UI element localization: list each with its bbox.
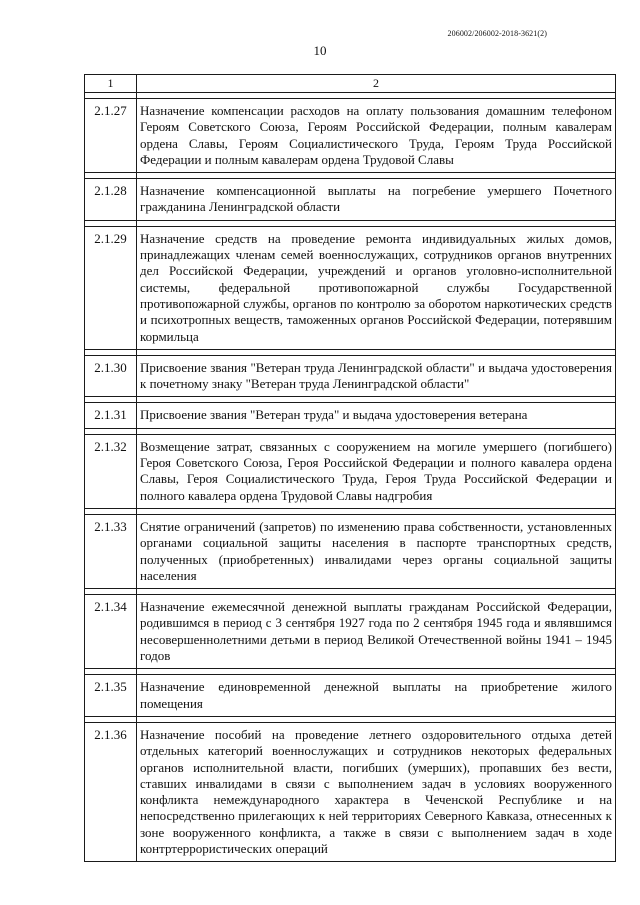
row-description: Возмещение затрат, связанных с сооружением на могиле умершего (погибшего) Героя Советского Союза, Героя Российской Федерации и полного кавалера ордена Славы, Героя Социалистического Труда, Героя Труда Российской Федерации и полного кавалера ордена Трудовой Славы надгробия bbox=[137, 434, 616, 508]
row-description: Назначение компенсационной выплаты на погребение умершего Почетного гражданина Ленинградской области bbox=[137, 179, 616, 221]
page-number: 10 bbox=[313, 43, 327, 58]
row-description: Назначение компенсации расходов на оплату пользования домашним телефоном Героям Советского Союза, Героям Российской Федерации, полным кавалерам ордена Славы, Героям Социалистического Труда, Героям Труда Российской Федерации и полным кавалерам ордена Трудовой Славы bbox=[137, 99, 616, 173]
services-table bbox=[84, 74, 616, 862]
row-number: 2.1.28 bbox=[85, 179, 137, 221]
row-description: Снятие ограничений (запретов) по изменению права собственности, установленных органами социальной защиты населения в паспорте транспортных средств, полученных (приобретенных) инвалидами через органы социальной защиты населения bbox=[137, 514, 616, 588]
row-number: 2.1.27 bbox=[85, 99, 137, 173]
row-number: 2.1.35 bbox=[85, 675, 137, 717]
table-row bbox=[85, 403, 616, 428]
table-row bbox=[85, 99, 616, 173]
table-row bbox=[85, 434, 616, 508]
row-description: Назначение пособий на проведение летнего оздоровительного отдыха детей отдельных категорий военнослужащих и сотрудников некоторых федеральных органов исполнительной власти, погибших (умерших), пропавших без вести, ставших инвалидами в связи с выполнением задач в условиях вооруженного конфликта немеждународного характера в Чеченской Республике и на непосредственно прилегающих к ней территориях Северного Кавказа, отнесенных к зоне вооруженного конфликта, а также в связи с выполнением задач в ходе контртеррористических операций bbox=[137, 722, 616, 861]
table-row bbox=[85, 355, 616, 397]
row-number: 2.1.32 bbox=[85, 434, 137, 508]
document-id: 206002/206002-2018-3621(2) bbox=[447, 29, 547, 38]
table-row bbox=[85, 595, 616, 669]
row-number: 2.1.31 bbox=[85, 403, 137, 428]
row-description: Назначение ежемесячной денежной выплаты гражданам Российской Федерации, родившимся в период с 3 сентября 1927 года по 2 сентября 1945 года и являвшимся несовершеннолетними детьми в период Великой Отечественной войны 1941 – 1945 годов bbox=[137, 595, 616, 669]
row-number: 2.1.36 bbox=[85, 722, 137, 861]
row-number: 2.1.33 bbox=[85, 514, 137, 588]
row-number: 2.1.30 bbox=[85, 355, 137, 397]
row-description: Назначение единовременной денежной выплаты на приобретение жилого помещения bbox=[137, 675, 616, 717]
row-description: Присвоение звания "Ветеран труда" и выдача удостоверения ветерана bbox=[137, 403, 616, 428]
row-number: 2.1.29 bbox=[85, 226, 137, 349]
column-header-1: 1 bbox=[85, 75, 137, 93]
table-row bbox=[85, 226, 616, 349]
row-number: 2.1.34 bbox=[85, 595, 137, 669]
table-header-row bbox=[85, 75, 616, 93]
table-row bbox=[85, 722, 616, 861]
column-header-2: 2 bbox=[137, 75, 616, 93]
row-description: Присвоение звания "Ветеран труда Ленинградской области" и выдача удостоверения к почетному знаку "Ветеран труда Ленинградской области" bbox=[137, 355, 616, 397]
table-row bbox=[85, 675, 616, 717]
row-description: Назначение средств на проведение ремонта индивидуальных жилых домов, принадлежащих членам семей военнослужащих, сотрудников органов внутренних дел Российской Федерации, учреждений и органов уголовно-исполнительной системы, федеральной противопожарной службы Государственной противопожарной службы, органов по контролю за оборотом наркотических средств и психотропных веществ, таможенных органов Российской Федерации, потерявшим кормильца bbox=[137, 226, 616, 349]
table-row bbox=[85, 514, 616, 588]
table-row bbox=[85, 179, 616, 221]
